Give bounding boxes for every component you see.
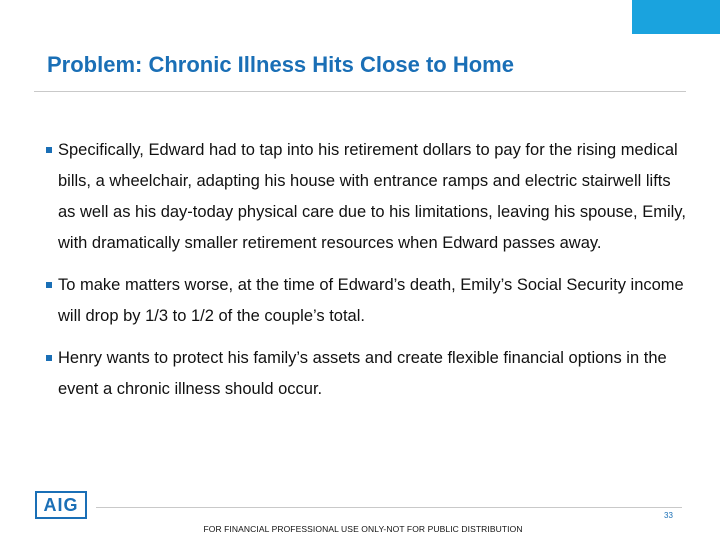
title-divider — [34, 91, 686, 92]
bullet-square-icon — [46, 147, 52, 153]
bullet-item — [46, 270, 686, 332]
bullet-text: To make matters worse, at the time of Edward’s death, Emily’s Social Security income will drop by 1/3 to 1/2 of the couple’s total. — [58, 276, 684, 325]
footer-disclaimer: FOR FINANCIAL PROFESSIONAL USE ONLY-NOT FOR PUBLIC DISTRIBUTION — [203, 524, 523, 534]
bullet-item — [46, 343, 686, 405]
bullet-item — [46, 135, 686, 259]
page-number: 33 — [664, 511, 673, 520]
aig-logo-text: AIG — [43, 494, 79, 515]
bullet-list — [46, 135, 686, 405]
slide-title: Problem: Chronic Illness Hits Close to Home — [47, 52, 514, 77]
footer-divider — [96, 507, 682, 508]
bullet-text: Specifically, Edward had to tap into his retirement dollars to pay for the rising medical bills, a wheelchair, adapting his house with entrance ramps and electric stairwell lifts as well as his day-today physical care due to his limitations, leaving his spouse, Emily, with dramatically smaller retirement resources when Edward passes away. — [58, 141, 686, 252]
bullet-text: Henry wants to protect his family’s assets and create flexible financial options in the event a chronic illness should occur. — [58, 349, 667, 398]
bullet-square-icon — [46, 355, 52, 361]
bullet-square-icon — [46, 282, 52, 288]
corner-accent-block — [632, 0, 720, 34]
aig-logo — [35, 491, 87, 519]
